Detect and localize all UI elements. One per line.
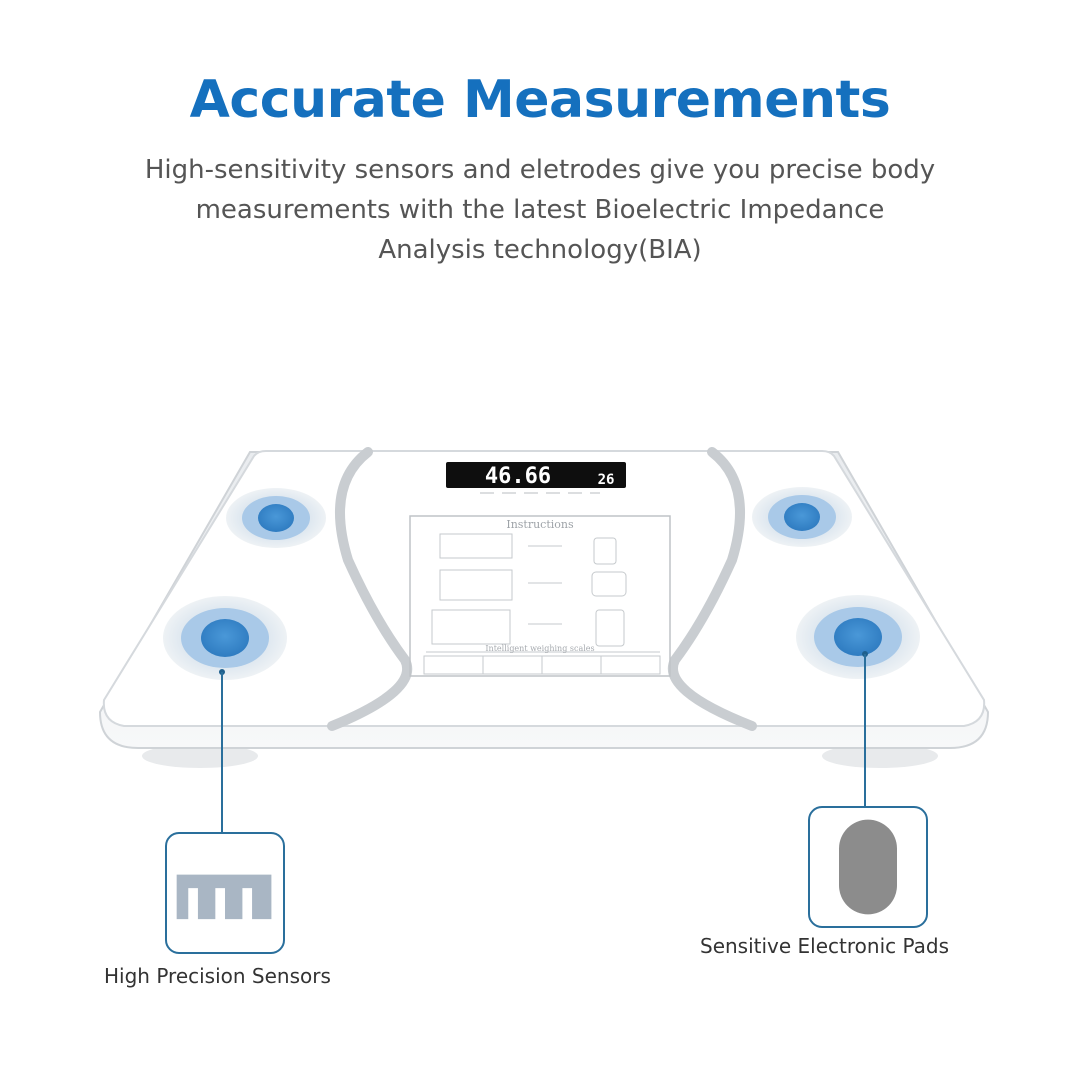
- electrode-pad-bottom-right: [796, 595, 920, 679]
- pads-callout-label: Sensitive Electronic Pads: [700, 934, 950, 958]
- electrode-pad-top-right: [752, 487, 852, 547]
- scale-weight-readout: 46.66: [484, 464, 552, 489]
- pads-callout-box: [808, 806, 928, 928]
- instructions-card-footer: Intelligent weighing scales: [485, 644, 595, 653]
- sensors-callout-label: High Precision Sensors: [104, 964, 331, 988]
- sensors-callout-box: [165, 832, 285, 954]
- page-subtitle: High-sensitivity sensors and eletrodes give you precise body measurements with the latest Bioelectric Impedance Analysis technology(BIA): [144, 155, 936, 265]
- page-title: Accurate Measurements: [189, 70, 891, 130]
- electrode-pad-bottom-left: [163, 596, 287, 680]
- instructions-card-title: Instructions: [506, 518, 574, 531]
- electrode-pad-top-left: [226, 488, 326, 548]
- electronic-pad-icon: [810, 808, 926, 926]
- sensor-chip-icon: [167, 834, 283, 952]
- scale-temp-readout: 26: [597, 472, 615, 488]
- scale-top-surface: [104, 451, 984, 726]
